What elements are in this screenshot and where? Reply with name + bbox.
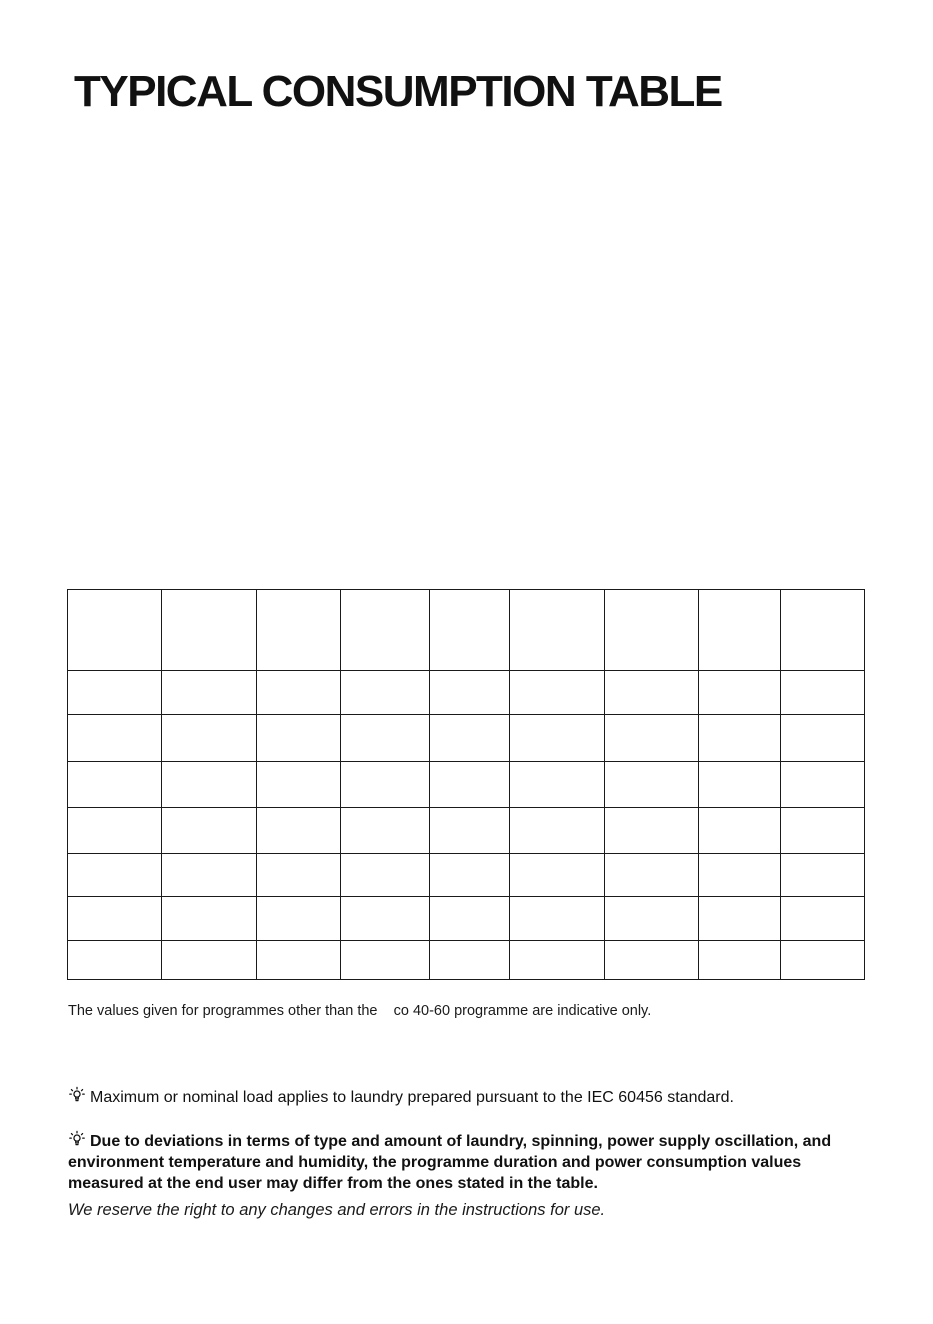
table-row [68,671,865,715]
table-cell [257,671,341,715]
table-cell [510,671,605,715]
table-row [68,941,865,980]
table-cell [605,715,699,762]
table-cell [68,808,162,854]
table-cell [257,808,341,854]
tip-deviation-text: Due to deviations in terms of type and amount of laundry, spinning, power supply oscillation, and environment temperature and humidity, the programme duration and power consumption values measured at the end user may differ from the ones stated in the table. [68,1133,832,1192]
reserve-note: We reserve the right to any changes and errors in the instructions for use. [68,1201,606,1219]
page-title: TYPICAL CONSUMPTION TABLE [74,67,722,116]
table-cell [699,762,781,808]
table-header-cell [162,590,257,671]
table-header-cell [605,590,699,671]
table-cell [68,941,162,980]
table-cell [781,941,865,980]
table-cell [430,897,510,941]
table-cell [68,854,162,897]
table-header-cell [510,590,605,671]
table-cell [605,897,699,941]
table-cell [162,808,257,854]
table-row [68,762,865,808]
table-cell [699,941,781,980]
table-cell [257,897,341,941]
table-header-cell [257,590,341,671]
table-cell [430,854,510,897]
table-cell [257,762,341,808]
table-cell [68,897,162,941]
table-cell [341,854,430,897]
tip-deviation [68,1130,858,1194]
table-cell [257,941,341,980]
table-header-row [68,590,865,671]
table-cell [341,762,430,808]
table-cell [605,941,699,980]
table-cell [781,671,865,715]
lightbulb-icon [68,1086,86,1104]
tip-load-text: Maximum or nominal load applies to laundry prepared pursuant to the IEC 60456 standard. [90,1089,734,1106]
table-row [68,715,865,762]
table-cell [781,715,865,762]
table-cell [68,762,162,808]
table-cell [699,854,781,897]
table-cell [430,671,510,715]
table-cell [341,715,430,762]
table-cell [162,941,257,980]
table-cell [781,897,865,941]
table-cell [699,897,781,941]
table-cell [510,762,605,808]
table-cell [68,671,162,715]
table-cell [162,715,257,762]
table-header-cell [68,590,162,671]
table-cell [510,808,605,854]
table-cell [510,854,605,897]
table-header-cell [699,590,781,671]
table-cell [430,941,510,980]
table-cell [699,715,781,762]
table-cell [699,808,781,854]
table-cell [257,715,341,762]
table-cell [510,715,605,762]
lightbulb-icon [68,1130,86,1148]
table-cell [605,808,699,854]
table-cell [430,715,510,762]
table-cell [699,671,781,715]
table-cell [605,854,699,897]
table-cell [341,897,430,941]
table-body [68,590,865,980]
table-cell [162,897,257,941]
table-cell [162,762,257,808]
table-cell [162,854,257,897]
table-cell [257,854,341,897]
indicative-note: The values given for programmes other than the co 40-60 programme are indicative only. [68,1003,652,1019]
table-cell [510,897,605,941]
table-cell [341,808,430,854]
table-cell [68,715,162,762]
table-cell [430,808,510,854]
table-row [68,808,865,854]
table-cell [781,854,865,897]
table-cell [430,762,510,808]
table-cell [341,941,430,980]
table-row [68,854,865,897]
table-cell [341,671,430,715]
table-header-cell [430,590,510,671]
table-header-cell [341,590,430,671]
table-cell [162,671,257,715]
table-cell [781,762,865,808]
consumption-table [67,589,865,980]
table-cell [510,941,605,980]
table-cell [781,808,865,854]
tip-load [68,1086,734,1108]
table-cell [605,762,699,808]
table-row [68,897,865,941]
table-cell [605,671,699,715]
table-header-cell [781,590,865,671]
